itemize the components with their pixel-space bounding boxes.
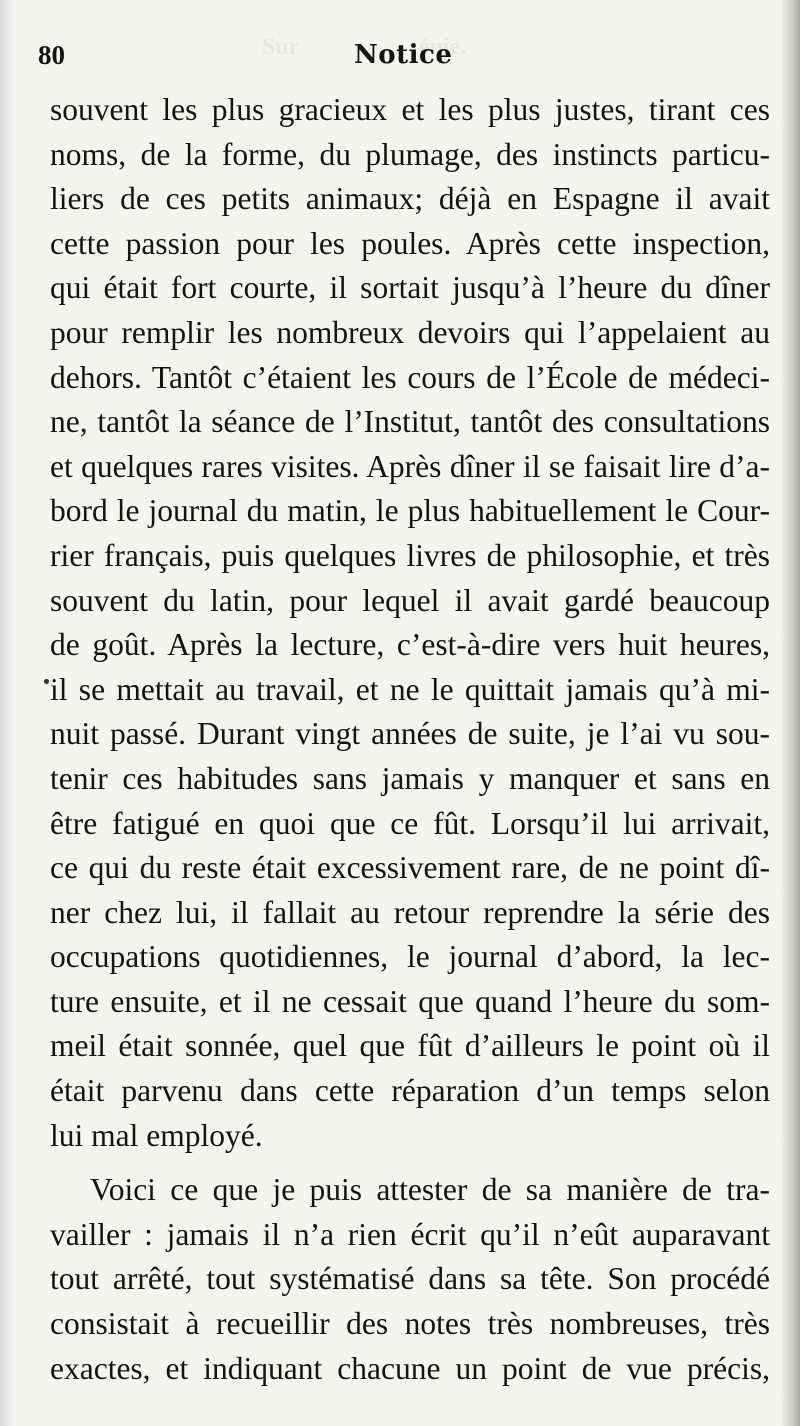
text-line: ture ensuite, et il ne cessait que quand l’heure du som- (50, 983, 770, 1019)
text-line: exactes, et indiquant chacune un point de vue précis, (50, 1350, 770, 1386)
text-line: vailler : jamais il n’a rien écrit qu’il n’eût auparavant (50, 1216, 770, 1252)
text-line: Voici ce que je puis attester de sa manière de tra- (90, 1172, 770, 1208)
page-header (38, 34, 758, 82)
text-line: dehors. Tantôt c’étaient les cours de l’École de médeci- (50, 359, 770, 395)
text-line: ner chez lui, il fallait au retour reprendre la série des (50, 894, 770, 930)
page-gutter-shadow (0, 0, 14, 1426)
text-line: ce qui du reste était excessivement rare, de ne point dî- (50, 850, 770, 886)
text-line: être fatigué en quoi que ce fût. Lorsqu’il lui arrivait, (50, 805, 770, 841)
text-line: souvent les plus gracieux et les plus justes, tirant ces (50, 92, 770, 127)
text-line: rier français, puis quelques livres de philosophie, et très (50, 537, 770, 573)
text-line: pour remplir les nombreux devoirs qui l’appelaient au (50, 314, 770, 350)
running-title: Notice (354, 40, 453, 70)
page-edge-shadow (780, 0, 800, 1426)
text-line: liers de ces petits animaux; déjà en Espagne il avait (50, 181, 770, 217)
body-text (50, 88, 770, 1391)
text-line: de goût. Après la lecture, c’est-à-dire vers huit heures, (50, 627, 770, 663)
text-line: et quelques rares visites. Après dîner il se faisait lire d’a- (50, 448, 770, 484)
paragraph-1 (50, 88, 770, 1158)
text-line: consistait à recueillir des notes très nombreuses, très (50, 1306, 770, 1342)
text-line: il se mettait au travail, et ne le quittait jamais qu’à mi- (50, 671, 770, 707)
text-line: nuit passé. Durant vingt années de suite, je l’ai vu sou- (50, 716, 770, 752)
text-line: qui était fort courte, il sortait jusqu’à l’heure du dîner (50, 270, 770, 306)
text-line: bord le journal du matin, le plus habituellement le Cour- (50, 493, 770, 529)
text-line: cette passion pour les poules. Après cette inspection, (50, 225, 770, 261)
text-line: lui mal employé. (50, 1117, 263, 1153)
paragraph-2 (50, 1168, 770, 1391)
text-line: tout arrêté, tout systématisé dans sa tête. Son procédé (50, 1261, 770, 1297)
paragraph-gap (50, 1158, 770, 1168)
text-line: tenir ces habitudes sans jamais y manquer et sans en (50, 760, 770, 796)
print-speck (44, 679, 49, 684)
text-line: meil était sonnée, quel que fût d’ailleurs le point où il (50, 1028, 770, 1064)
text-line: ne, tantôt la séance de l’Institut, tantôt des consultations (50, 404, 770, 440)
text-line: était parvenu dans cette réparation d’un temps selon (50, 1073, 770, 1109)
text-line: souvent du latin, pour lequel il avait gardé beaucoup (50, 582, 770, 618)
text-line: occupations quotidiennes, le journal d’abord, la lec- (50, 939, 770, 975)
text-line: noms, de la forme, du plumage, des instincts particu- (50, 136, 770, 172)
page-number: 80 (38, 40, 65, 70)
